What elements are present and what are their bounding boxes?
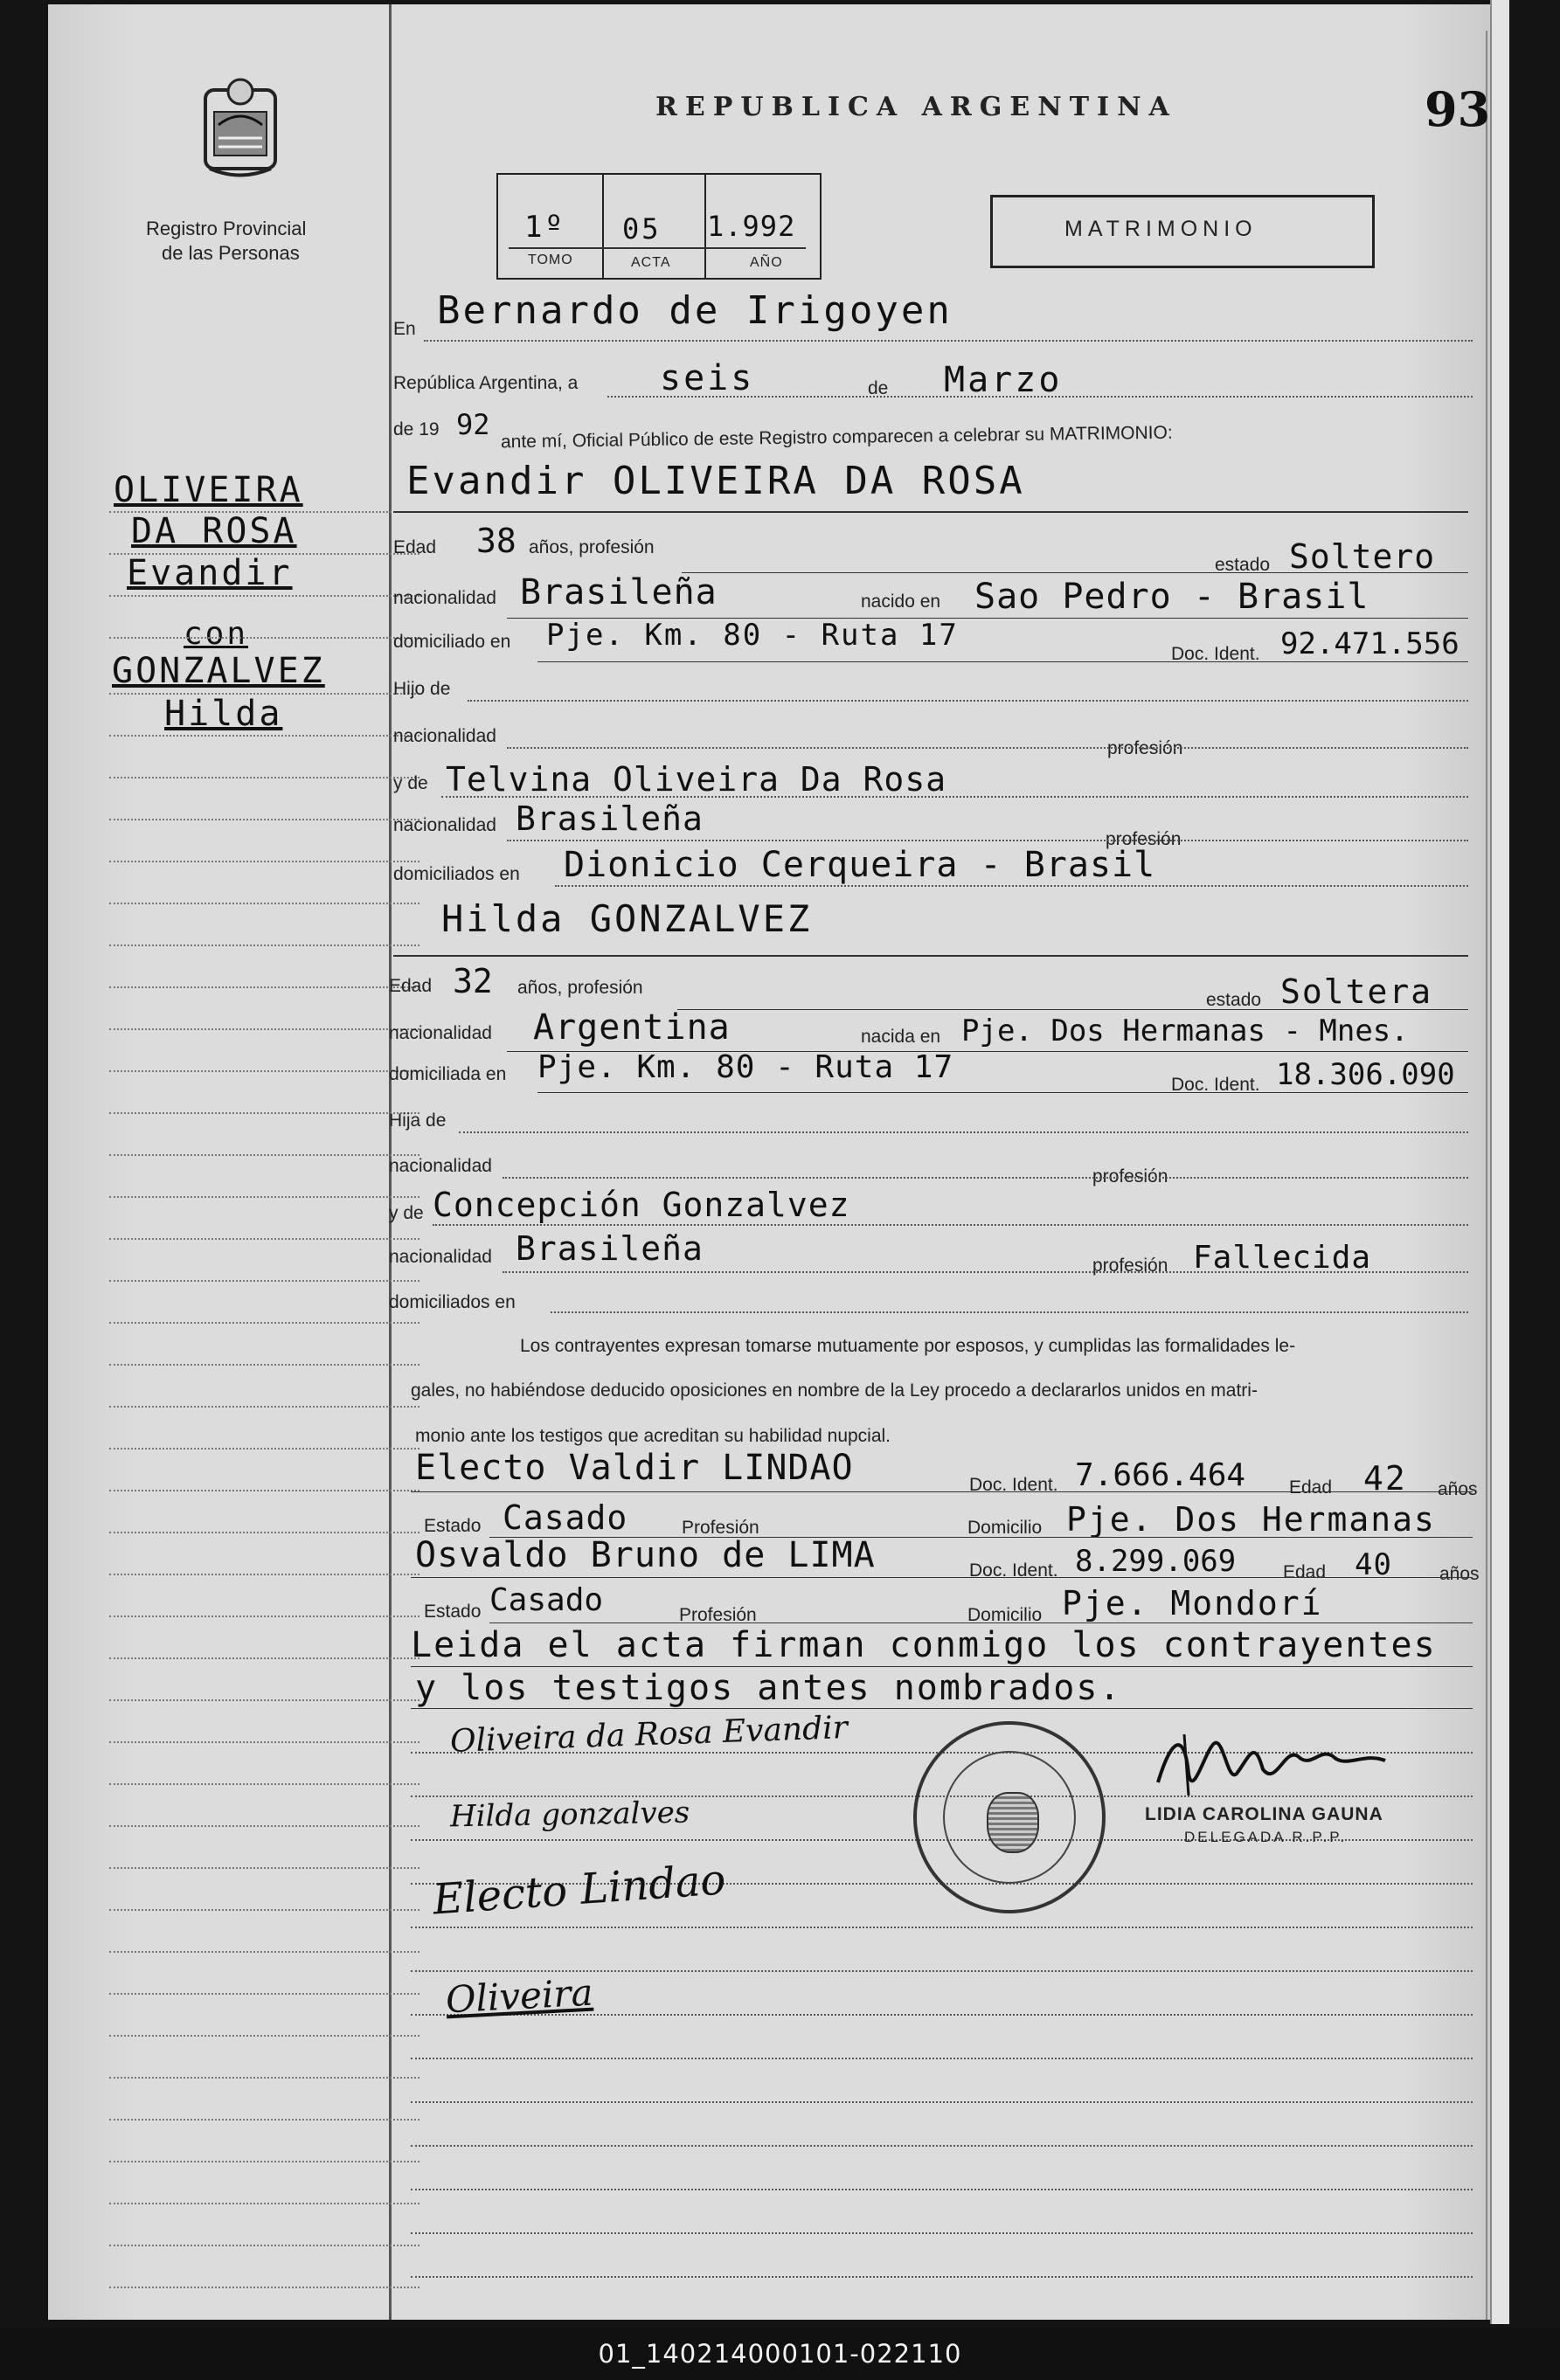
groom-mother-rule xyxy=(441,796,1468,798)
margin-rule xyxy=(109,693,419,695)
bride-mother: Concepción Gonzalvez xyxy=(433,1186,850,1224)
groom-father-rule xyxy=(468,700,1468,702)
signature-rule xyxy=(411,2145,1473,2147)
bride-domiciliada-label: domiciliada en xyxy=(389,1064,507,1084)
signature-rule xyxy=(411,2276,1473,2278)
year-prefix: de 19 xyxy=(393,419,440,439)
groom-domicilio-rule xyxy=(537,661,1468,662)
witness2-rule xyxy=(411,1577,1473,1578)
margin-surname-2: DA ROSA xyxy=(131,511,297,551)
groom-edad-rule xyxy=(682,572,1468,573)
margin-rule xyxy=(109,2035,419,2037)
witness1-doc: 7.666.464 xyxy=(1075,1457,1246,1493)
bride-father-profesion-label: profesión xyxy=(1092,1166,1168,1187)
witness2-estado: Casado xyxy=(489,1582,604,1618)
margin-rule xyxy=(109,1448,419,1449)
bride-y-de-label: y de xyxy=(389,1203,424,1223)
margin-rule xyxy=(109,1322,419,1324)
witness2-domicile: Pje. Mondorí xyxy=(1062,1584,1323,1622)
witness2-age: 40 xyxy=(1355,1547,1392,1582)
witness1-doc-label: Doc. Ident. xyxy=(969,1475,1058,1495)
groom-father-nacionalidad-label: nacionalidad xyxy=(393,726,496,746)
margin-rule xyxy=(109,2203,419,2204)
official-signature-icon xyxy=(1154,1721,1390,1800)
margin-rule xyxy=(109,1615,419,1617)
bride-doc: 18.306.090 xyxy=(1276,1057,1455,1092)
margin-rule xyxy=(109,1196,419,1198)
bride-birthplace: Pje. Dos Hermanas - Mnes. xyxy=(961,1014,1409,1048)
witness1-estado-label: Estado xyxy=(424,1516,482,1536)
groom-nacionalidad-label: nacionalidad xyxy=(393,588,496,608)
groom-y-de-label: y de xyxy=(393,773,428,793)
groom-mother-profesion-label: profesión xyxy=(1106,829,1182,849)
witness2-profesion-label: Profesión xyxy=(679,1605,757,1625)
stamp-inner-ring xyxy=(943,1751,1076,1884)
margin-rule xyxy=(109,1783,419,1785)
groom-birthplace: Sao Pedro - Brasil xyxy=(974,577,1369,617)
groom-hijo-label: Hijo de xyxy=(393,679,451,699)
bride-estado-label: estado xyxy=(1206,990,1262,1010)
bride-age: 32 xyxy=(453,962,493,1000)
table-divider-2 xyxy=(704,173,706,280)
margin-surname-1: OLIVEIRA xyxy=(114,470,303,510)
bride-domicilio-rule xyxy=(537,1092,1468,1093)
margin-rule xyxy=(109,1280,419,1282)
margin-rule xyxy=(109,2077,419,2079)
groom-domiciliado-label: domiciliado en xyxy=(393,632,511,652)
stamp-emblem-icon xyxy=(987,1792,1039,1853)
year-suffix: 92 xyxy=(456,408,490,441)
margin-rule xyxy=(109,2245,419,2246)
country-heading: REPUBLICA ARGENTINA xyxy=(655,92,1177,122)
margin-rule xyxy=(109,1070,419,1072)
document-page xyxy=(48,4,1490,2320)
margin-rule xyxy=(109,2287,419,2288)
witness1-rule xyxy=(411,1491,1473,1492)
margin-rule xyxy=(109,1909,419,1911)
margin-rule xyxy=(109,1238,419,1240)
intro-statement: ante mí, Oficial Público de este Registro comparecen a celebrar su MATRIMONIO: xyxy=(500,422,1173,453)
bride-edad-rule xyxy=(677,1009,1468,1010)
margin-given-name-2: Hilda xyxy=(164,694,283,734)
file-id-footer: 01_140214000101-022110 xyxy=(0,2328,1560,2380)
margin-rule xyxy=(109,1951,419,1953)
witness2-doc: 8.299.069 xyxy=(1075,1544,1237,1579)
day-value: seis xyxy=(660,358,755,398)
groom-parents-domicile-rule xyxy=(555,885,1468,887)
declaration-line-3: monio ante los testigos que acreditan su habilidad nupcial. xyxy=(415,1426,891,1446)
margin-rule xyxy=(109,1699,419,1701)
witness1-anos-label: años xyxy=(1438,1479,1478,1499)
groom-father-profesion-label: profesión xyxy=(1107,738,1183,758)
signature-bride: Hilda gonzalves xyxy=(449,1795,690,1835)
witness1-domicilio-label: Domicilio xyxy=(967,1518,1043,1538)
month-value: Marzo xyxy=(944,360,1063,400)
declaration-line-1: Los contrayentes expresan tomarse mutuamente por esposos, y cumplidas las formalidades le- xyxy=(520,1336,1296,1356)
bride-mother-nacionalidad-label: nacionalidad xyxy=(389,1247,492,1267)
margin-rule xyxy=(109,1574,419,1575)
signature-groom: Oliveira da Rosa Evandir xyxy=(449,1710,849,1760)
signature-rule xyxy=(411,2189,1473,2190)
witness2-estado-label: Estado xyxy=(424,1602,482,1622)
bride-name: Hilda GONZALVEZ xyxy=(441,897,813,940)
witness2-doc-label: Doc. Ident. xyxy=(969,1560,1058,1581)
closing-rule-1 xyxy=(411,1666,1473,1667)
groom-name-rule xyxy=(393,511,1468,513)
signature-witness-2: Oliveira xyxy=(444,1970,594,2022)
witness1-profesion-label: Profesión xyxy=(682,1518,759,1538)
bride-mother-nationality: Brasileña xyxy=(516,1229,704,1268)
bride-estado: Soltera xyxy=(1280,972,1433,1011)
margin-rule xyxy=(109,553,419,555)
acta-label: ACTA xyxy=(631,255,671,270)
witness2-anos-label: años xyxy=(1439,1564,1480,1584)
closing-line-1: Leida el acta firman conmigo los contrayentes xyxy=(411,1625,1437,1665)
groom-mother-nac-rule xyxy=(507,840,1468,841)
groom-domicile: Pje. Km. 80 - Ruta 17 xyxy=(546,618,959,653)
margin-rule xyxy=(109,595,419,597)
groom-doc: 92.471.556 xyxy=(1280,626,1459,661)
bride-nationality: Argentina xyxy=(533,1007,731,1048)
groom-parents-domicile: Dionicio Cerqueira - Brasil xyxy=(564,845,1156,885)
registry-stamp xyxy=(913,1721,1106,1913)
groom-domiciliados-label: domiciliados en xyxy=(393,864,520,884)
margin-rule xyxy=(109,944,419,946)
margin-given-name-1: Evandir xyxy=(127,553,293,593)
margin-con: con xyxy=(184,616,249,652)
bride-doc-label: Doc. Ident. xyxy=(1171,1075,1260,1095)
margin-rule xyxy=(109,1532,419,1533)
date-rule xyxy=(607,396,1473,398)
bride-father-rule xyxy=(459,1131,1468,1133)
margin-surname-3: GONZALVEZ xyxy=(112,651,325,691)
de-label: de xyxy=(868,378,889,398)
bride-mother-nac-rule xyxy=(503,1271,1468,1273)
groom-estado: Soltero xyxy=(1289,537,1436,576)
bride-father-nac-rule xyxy=(503,1177,1468,1179)
margin-rule xyxy=(109,1154,419,1156)
witness1-age: 42 xyxy=(1363,1459,1407,1498)
groom-anos-profesion: años, profesión xyxy=(529,537,655,557)
witness2-estado-rule xyxy=(489,1622,1473,1623)
groom-nationality: Brasileña xyxy=(520,572,718,612)
margin-rule xyxy=(109,1867,419,1869)
tomo-label: TOMO xyxy=(528,253,573,267)
margin-rule xyxy=(109,1406,419,1408)
republica-label: República Argentina, a xyxy=(393,373,579,393)
margin-rule xyxy=(109,1741,419,1743)
right-divider xyxy=(1486,31,1487,2320)
groom-estado-label: estado xyxy=(1215,555,1271,575)
bride-parents-domicile-rule xyxy=(551,1311,1468,1313)
witness2-edad-label: Edad xyxy=(1283,1562,1327,1582)
witness1-domicile: Pje. Dos Hermanas xyxy=(1066,1500,1436,1539)
groom-name: Evandir OLIVEIRA DA ROSA xyxy=(406,459,1025,503)
signature-rule xyxy=(411,2058,1473,2059)
margin-rule xyxy=(109,861,419,862)
bride-hija-label: Hija de xyxy=(389,1110,447,1131)
groom-mother: Telvina Oliveira Da Rosa xyxy=(446,760,947,799)
ano-value: 1.992 xyxy=(707,210,796,243)
closing-rule-2 xyxy=(411,1708,1473,1709)
province-seal-icon xyxy=(192,73,288,186)
registry-name-line2: de las Personas xyxy=(162,242,300,264)
bride-nacida-label: nacida en xyxy=(861,1027,941,1047)
margin-rule xyxy=(109,1825,419,1827)
signature-rule xyxy=(411,1927,1473,1928)
official-title: DELEGADA R.P.P. xyxy=(1184,1829,1348,1845)
margin-rule xyxy=(109,1993,419,1995)
witness2-name: Osvaldo Bruno de LIMA xyxy=(415,1535,876,1575)
page-edge xyxy=(1490,0,1509,2324)
signature-witness-1: Electo Lindao xyxy=(431,1855,728,1925)
record-type: MATRIMONIO xyxy=(1064,217,1258,241)
bride-mother-profesion-label: profesión xyxy=(1092,1256,1168,1276)
margin-rule xyxy=(109,903,419,904)
margin-rule xyxy=(109,1028,419,1030)
tomo-value: 1º xyxy=(524,210,565,245)
en-label: En xyxy=(393,319,416,339)
closing-line-2: y los testigos antes nombrados. xyxy=(415,1668,1122,1708)
groom-age: 38 xyxy=(476,522,517,560)
groom-nacido-label: nacido en xyxy=(861,592,941,612)
table-underline xyxy=(509,247,806,249)
registry-name-line1: Registro Provincial xyxy=(146,218,307,239)
margin-rule xyxy=(109,735,419,737)
witness2-domicilio-label: Domicilio xyxy=(967,1605,1043,1625)
declaration-line-2: gales, no habiéndose deducido oposiciones en nombre de la Ley procedo a declararlos unidos en matri- xyxy=(411,1380,1258,1401)
margin-rule xyxy=(109,986,419,988)
margin-rule xyxy=(109,511,419,513)
bride-anos-profesion: años, profesión xyxy=(517,978,643,998)
margin-rule xyxy=(109,2119,419,2121)
groom-doc-label: Doc. Ident. xyxy=(1171,644,1260,664)
groom-mother-nationality: Brasileña xyxy=(516,799,704,838)
margin-rule xyxy=(109,2161,419,2162)
bride-mother-rule xyxy=(433,1224,1468,1226)
margin-rule xyxy=(109,1490,419,1491)
bride-nacionalidad-label: nacionalidad xyxy=(389,1023,492,1043)
bride-name-rule xyxy=(393,955,1468,957)
margin-rule xyxy=(109,637,419,639)
margin-rule xyxy=(109,1364,419,1366)
page-number: 93 xyxy=(1425,81,1491,137)
bride-mother-profession: Fallecida xyxy=(1193,1240,1372,1276)
place-rule xyxy=(424,340,1473,342)
groom-edad-label: Edad xyxy=(393,537,437,557)
witness1-estado: Casado xyxy=(503,1498,628,1537)
table-divider-1 xyxy=(602,173,604,280)
margin-rule xyxy=(109,1112,419,1114)
bride-domicile: Pje. Km. 80 - Ruta 17 xyxy=(537,1049,954,1085)
signature-rule xyxy=(411,2101,1473,2103)
signature-rule xyxy=(411,2232,1473,2234)
groom-mother-nacionalidad-label: nacionalidad xyxy=(393,815,496,835)
witness1-edad-label: Edad xyxy=(1289,1477,1333,1498)
place-value: Bernardo de Irigoyen xyxy=(437,288,953,333)
official-name: LIDIA CAROLINA GAUNA xyxy=(1145,1804,1383,1824)
bride-father-nacionalidad-label: nacionalidad xyxy=(389,1156,492,1176)
margin-rule xyxy=(109,1657,419,1659)
witness1-name: Electo Valdir LINDAO xyxy=(415,1448,854,1488)
ano-label: AÑO xyxy=(750,255,783,270)
bride-edad-label: Edad xyxy=(389,976,433,996)
margin-rule xyxy=(109,777,419,778)
groom-father-nac-rule xyxy=(507,747,1468,749)
acta-value: 05 xyxy=(622,212,662,246)
bride-domiciliados-label: domiciliados en xyxy=(389,1292,516,1312)
margin-rule xyxy=(109,819,419,820)
